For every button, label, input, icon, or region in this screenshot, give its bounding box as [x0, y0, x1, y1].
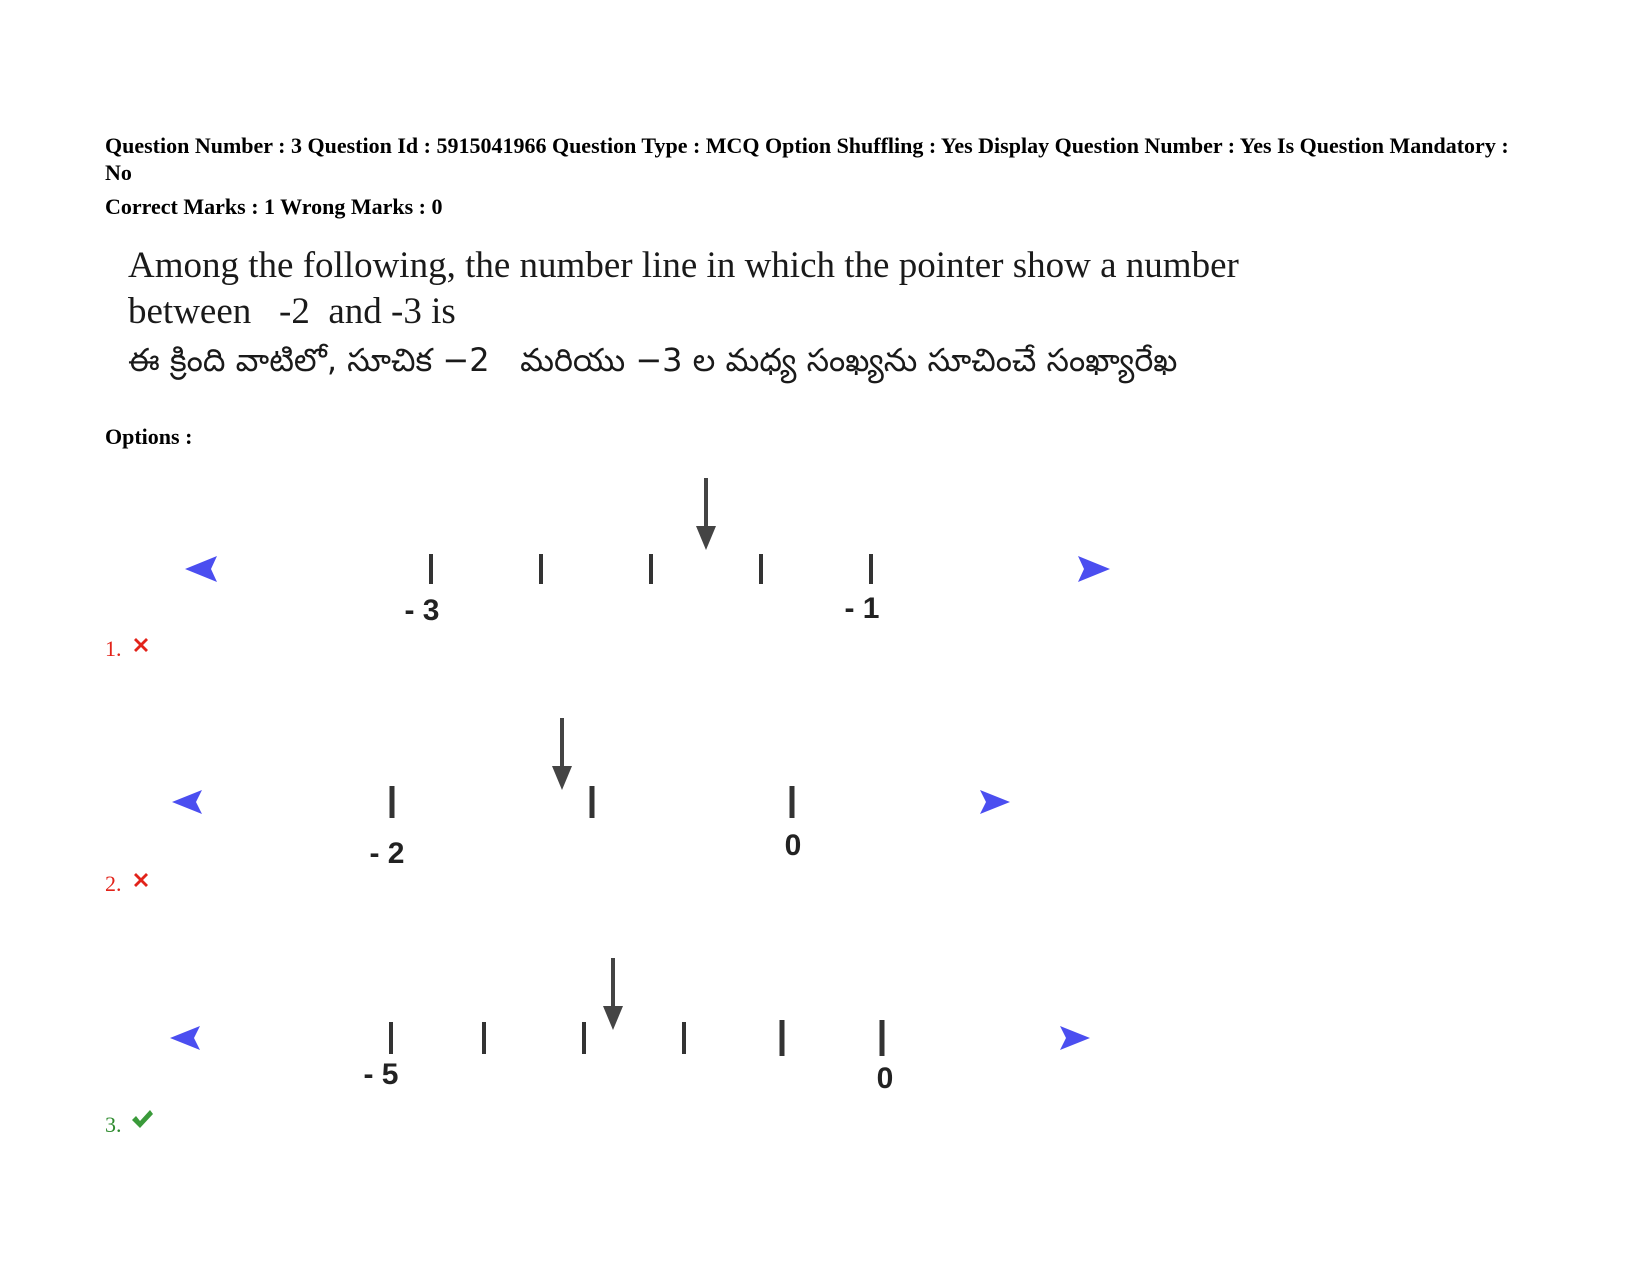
tick-label: 0	[784, 829, 802, 862]
question-line-1: Among the following, the number line in which the pointer show a number	[128, 245, 1239, 286]
question-text-telugu: ఈ క్రింది వాటిలో, సూచిక −2 మరియు −3 ల మధ్య సంఖ్యను సూచించే సంఖ్యారేఖ	[128, 341, 1178, 379]
tick-label: 0	[876, 1062, 894, 1095]
tick-label: - 2	[369, 837, 405, 870]
pointer-arrow-head	[552, 766, 572, 790]
pointer-arrow-head	[603, 1006, 623, 1030]
question-text-english	[128, 243, 1239, 335]
cross-icon	[131, 635, 151, 655]
options-label: Options :	[105, 424, 193, 449]
number-line-option-3	[170, 948, 1095, 1108]
check-icon	[130, 1108, 154, 1130]
tick-label: - 3	[404, 594, 440, 627]
number-line-option-1	[185, 470, 1110, 630]
option-number: 2.	[105, 871, 122, 896]
question-meta: Question Number : 3 Question Id : 5915041966 Question Type : MCQ Option Shuffling : Yes Display Question Number : Yes Is Question Mandatory : No	[105, 133, 1509, 185]
option-number: 3.	[105, 1112, 122, 1137]
marks-info: Correct Marks : 1 Wrong Marks : 0	[105, 194, 443, 219]
question-line-2: between -2 and -3 is	[128, 291, 456, 332]
number-line-option-2	[172, 710, 1012, 870]
cross-icon	[131, 870, 151, 890]
option-number: 1.	[105, 636, 122, 661]
pointer-arrow-head	[696, 526, 716, 550]
tick-label: - 5	[363, 1058, 399, 1091]
tick-label: - 1	[844, 592, 880, 625]
